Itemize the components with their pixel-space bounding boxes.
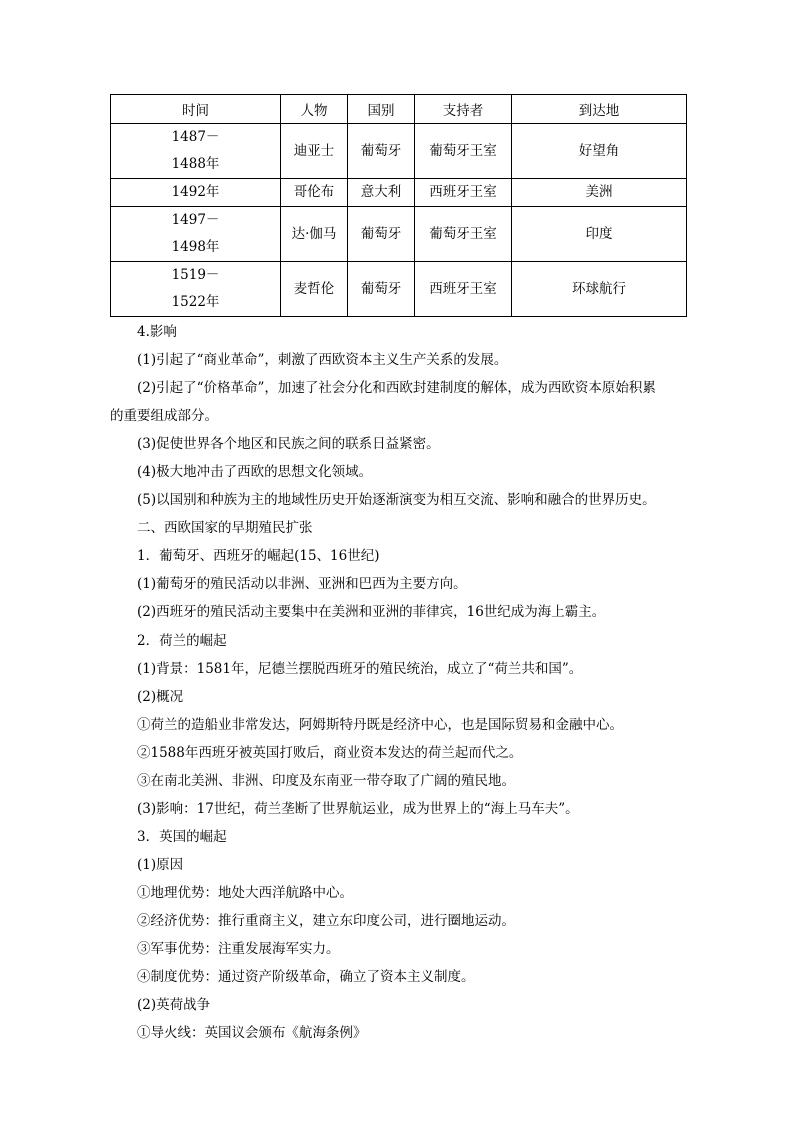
paragraph-line: (4)极大地冲击了西欧的思想文化领域。 — [137, 464, 373, 481]
table-row — [111, 179, 687, 207]
country-cell: 葡萄牙 — [348, 262, 415, 317]
time-cell — [111, 207, 281, 262]
paragraph-line: (3)影响：17世纪，荷兰垄断了世界航运业，成为世界上的“海上马车夫”。 — [137, 800, 579, 817]
header-country: 国别 — [348, 95, 415, 124]
supporter-cell: 西班牙王室 — [415, 262, 512, 317]
table-row — [111, 262, 687, 317]
time-end: 1522年 — [171, 294, 220, 310]
time-start: 1519－ — [171, 267, 220, 283]
person-cell: 麦哲伦 — [281, 262, 348, 317]
supporter-cell: 葡萄牙王室 — [415, 124, 512, 179]
country-cell: 葡萄牙 — [348, 207, 415, 262]
paragraph-line: (5)以国别和种族为主的地域性历史开始逐渐演变为相互交流、影响和融合的世界历史。 — [137, 492, 656, 509]
paragraph-line: (1)原因 — [137, 856, 184, 873]
voyages-table — [110, 94, 687, 317]
time-start: 1487－ — [171, 129, 220, 145]
paragraph-line: ①荷兰的造船业非常发达，阿姆斯特丹既是经济中心，也是国际贸易和金融中心。 — [137, 716, 623, 733]
time-start: 1492年 — [171, 184, 220, 200]
paragraph-line: (1)葡萄牙的殖民活动以非洲、亚洲和巴西为主要方向。 — [137, 576, 467, 593]
header-supporter: 支持者 — [415, 95, 512, 124]
section-heading: 二、西欧国家的早期殖民扩张 — [137, 520, 313, 537]
paragraph-line: ①导火线：英国议会颁布《航海条例》 — [137, 1025, 367, 1042]
paragraph-line: ①地理优势：地处大西洋航路中心。 — [137, 884, 353, 901]
time-end: 1488年 — [171, 156, 220, 172]
paragraph-line: (2)英荷战争 — [137, 997, 211, 1014]
section-heading: 4.影响 — [137, 324, 177, 340]
time-start: 1497－ — [171, 212, 220, 228]
destination-cell: 好望角 — [512, 124, 687, 179]
destination-cell: 印度 — [512, 207, 687, 262]
time-cell — [111, 262, 281, 317]
paragraph-line: (1)背景：1581年，尼德兰摆脱西班牙的殖民统治，成立了“荷兰共和国”。 — [137, 660, 583, 677]
paragraph-line: (1)引起了“商业革命”，刺激了西欧资本主义生产关系的发展。 — [137, 352, 508, 369]
header-time: 时间 — [111, 95, 281, 124]
subsection-heading: 2．荷兰的崛起 — [137, 632, 227, 649]
supporter-cell: 西班牙王室 — [415, 179, 512, 207]
paragraph-line: ③军事优势：注重发展海军实力。 — [137, 941, 340, 958]
supporter-cell: 葡萄牙王室 — [415, 207, 512, 262]
paragraph-line: (2)引起了“价格革命”，加速了社会分化和西欧封建制度的解体，成为西欧资本原始积累 — [137, 380, 656, 397]
table-row — [111, 207, 687, 262]
subsection-heading: 1．葡萄牙、西班牙的崛起(15、16世纪) — [137, 548, 380, 565]
time-cell — [111, 124, 281, 179]
paragraph-line: ②1588年西班牙被英国打败后，商业资本发达的荷兰起而代之。 — [137, 744, 523, 761]
header-destination: 到达地 — [512, 95, 687, 124]
paragraph-line: ②经济优势：推行重商主义，建立东印度公司，进行圈地运动。 — [137, 912, 515, 929]
paragraph-line: ③在南北美洲、非洲、印度及东南亚一带夺取了广阔的殖民地。 — [137, 772, 515, 789]
person-cell: 迪亚士 — [281, 124, 348, 179]
person-cell: 达·伽马 — [281, 207, 348, 262]
header-person: 人物 — [281, 95, 348, 124]
subsection-heading: 3．英国的崛起 — [137, 828, 227, 845]
time-end: 1498年 — [171, 239, 220, 255]
paragraph-line: (3)促使世界各个地区和民族之间的联系日益紧密。 — [137, 436, 440, 453]
time-cell — [111, 179, 281, 207]
destination-cell: 环球航行 — [512, 262, 687, 317]
table-row — [111, 124, 687, 179]
paragraph-line: ④制度优势：通过资产阶级革命，确立了资本主义制度。 — [137, 969, 475, 986]
person-cell: 哥伦布 — [281, 179, 348, 207]
body-text — [110, 318, 688, 1047]
country-cell: 意大利 — [348, 179, 415, 207]
table-header-row — [111, 95, 687, 124]
destination-cell: 美洲 — [512, 179, 687, 207]
country-cell: 葡萄牙 — [348, 124, 415, 179]
paragraph-line: (2)概况 — [137, 688, 184, 705]
paragraph-line: (2)西班牙的殖民活动主要集中在美洲和亚洲的菲律宾，16世纪成为海上霸主。 — [137, 604, 606, 621]
paragraph-line: 的重要组成部分。 — [110, 408, 218, 425]
